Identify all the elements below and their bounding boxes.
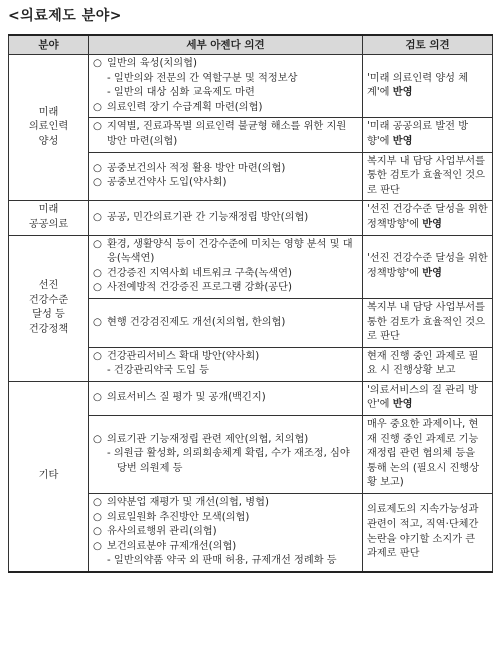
agenda-item-text: 의료서비스 질 평가 및 공개(백긴지): [107, 392, 266, 404]
agenda-sub-item: [93, 447, 358, 476]
header-category: 분야: [9, 35, 89, 55]
agenda-item-text: 일반의 육성(치의협): [107, 58, 197, 69]
agenda-item-text: 유사의료행위 관리(의협): [107, 526, 217, 538]
agenda-sub-item: [93, 86, 358, 101]
review-text: '선진 건강수준 달성을 위한 정책방향'에: [367, 253, 488, 279]
review-emphasis: 반영: [422, 218, 442, 230]
agenda-item: [93, 525, 358, 540]
page-title: <의료제도 분야>: [8, 8, 122, 24]
review-cell: [363, 55, 493, 118]
bullet-icon: ○: [93, 282, 102, 294]
agenda-cell: [89, 201, 363, 235]
agenda-item: [93, 57, 358, 72]
agenda-sub-item: [93, 72, 358, 87]
agenda-sub-text: 일반의 대상 심화 교육제도 마련: [113, 87, 255, 99]
dash-icon: -: [107, 87, 114, 99]
agenda-sub-text: 의원급 활성화, 의뢰회송체계 확립, 수가 재조정, 심야 당번 의원제 등: [113, 448, 350, 474]
category-label: 공공의료: [28, 218, 69, 230]
bullet-icon: ○: [93, 392, 102, 404]
agenda-item: [93, 238, 358, 267]
header-agenda: 세부 아젠다 의견: [89, 35, 363, 55]
agenda-item-text: 환경, 생활양식 등이 건강수준에 미치는 영향 분석 및 대응(녹색연): [107, 238, 353, 265]
agenda-item-text: 의료인력 장기 수급계획 마련(의협): [107, 101, 263, 113]
review-cell: [363, 201, 493, 235]
category-label: 달성 등: [32, 309, 65, 321]
dash-icon: -: [107, 365, 114, 377]
review-emphasis: 반영: [392, 399, 413, 411]
dash-icon: -: [107, 555, 114, 567]
agenda-item-text: 건강관리서비스 확대 방안(약사회): [107, 350, 260, 362]
agenda-item: [93, 350, 358, 365]
agenda-cell: [89, 347, 363, 381]
table-row: [9, 55, 493, 118]
category-label: 선진: [38, 280, 59, 292]
review-emphasis: 반영: [422, 267, 442, 279]
review-text: 매우 중요한 과제이나, 현재 진행 중인 과제로 기능재정립 관련 협의체 등을 통해 논의 (필요시 진행상황 보고): [367, 419, 480, 489]
table-header-row: [9, 35, 493, 55]
bullet-icon: ○: [93, 267, 102, 279]
bullet-icon: ○: [93, 526, 102, 538]
agenda-item: [93, 101, 358, 116]
category-label: 건강정책: [28, 323, 69, 335]
agenda-cell: [89, 55, 363, 118]
agenda-item: [93, 211, 358, 226]
table-body: [9, 55, 493, 573]
agenda-item: [93, 162, 358, 177]
agenda-cell: [89, 235, 363, 298]
category-cell: [9, 201, 89, 235]
review-cell: [363, 118, 493, 152]
agenda-cell: [89, 152, 363, 201]
agenda-item: [93, 496, 358, 511]
agenda-item-text: 공중보건의사 적정 활용 방안 마련(의협): [107, 162, 286, 174]
agenda-item: [93, 267, 358, 282]
bullet-icon: ○: [93, 316, 102, 328]
agenda-cell: [89, 118, 363, 152]
bullet-icon: ○: [93, 433, 102, 445]
agenda-item-text: 공공, 민간의료기관 간 기능재정립 방안(의협): [107, 211, 309, 223]
category-label: 의료인력: [28, 121, 69, 133]
category-cell: [9, 55, 89, 201]
agenda-item-text: 보건의료분야 규제개선(의협): [107, 540, 237, 552]
agenda-sub-item: [93, 554, 358, 569]
agenda-item: [93, 511, 358, 526]
category-label: 미래: [38, 204, 59, 216]
review-cell: [363, 381, 493, 415]
category-cell: [9, 381, 89, 572]
bullet-icon: ○: [93, 350, 102, 362]
agenda-item-text: 의약분업 재평가 및 개선(의협, 병협): [107, 497, 269, 509]
agenda-sub-item: [93, 364, 358, 379]
review-text: '선진 건강수준 달성을 위한 정책방향'에: [367, 204, 488, 230]
review-text: 복지부 내 담당 사업부서를 통한 검토가 효율적인 것으로 판단: [367, 301, 485, 343]
agenda-item-text: 공중보건약사 도입(약사회): [107, 177, 227, 189]
review-emphasis: 반영: [392, 135, 413, 147]
agenda-item: [93, 433, 358, 448]
review-cell: [363, 416, 493, 494]
table-row: [9, 235, 493, 298]
bullet-icon: ○: [93, 238, 102, 250]
review-text: '미래 의료인력 양성 체계'에: [367, 72, 469, 99]
bullet-icon: ○: [93, 162, 102, 174]
category-cell: [9, 235, 89, 381]
agenda-cell: [89, 494, 363, 572]
bullet-icon: ○: [93, 540, 102, 552]
agenda-cell: [89, 416, 363, 494]
review-cell: [363, 152, 493, 201]
review-text: '의료서비스의 질 관리 방안'에: [367, 384, 478, 411]
agenda-sub-text: 일반의약품 약국 외 판매 허용, 규제개선 정례화 등: [113, 555, 337, 567]
agenda-cell: [89, 381, 363, 415]
dash-icon: -: [107, 72, 114, 84]
bullet-icon: ○: [93, 58, 102, 69]
bullet-icon: ○: [93, 121, 102, 133]
agenda-item: [93, 391, 358, 406]
agenda-item: [93, 176, 358, 191]
agenda-item-text: 건강증진 지역사회 네트워크 구축(녹색연): [107, 267, 292, 279]
agenda-sub-text: 일반의와 전문의 간 역할구분 및 적정보상: [113, 72, 298, 84]
bullet-icon: ○: [93, 101, 102, 113]
review-text: 복지부 내 담당 사업부서를 통한 검토가 효율적인 것으로 판단: [367, 155, 485, 196]
agenda-item-text: 지역별, 진료과목별 의료인력 불균형 해소를 위한 지원 방안 마련(의협): [107, 121, 347, 147]
agenda-cell: [89, 298, 363, 347]
agenda-item-text: 의료기관 기능재정립 관련 제안(의협, 치의협): [107, 433, 309, 445]
category-label: 미래: [38, 106, 59, 118]
agenda-item: [93, 120, 358, 149]
table-row: [9, 381, 493, 415]
review-text: 현재 진행 중인 과제로 필요 시 진행상황 보고: [367, 350, 479, 377]
agenda-item: [93, 316, 358, 331]
review-text: 의료제도의 지속가능성과 관련이 적고, 직역·단체간 논란을 야기할 소지가 큰 과제로 판단: [367, 504, 479, 560]
bullet-icon: ○: [93, 511, 102, 523]
review-emphasis: 반영: [392, 87, 413, 99]
review-cell: [363, 347, 493, 381]
agenda-item: [93, 281, 358, 296]
bullet-icon: ○: [93, 177, 102, 189]
category-label: 양성: [38, 135, 59, 147]
review-cell: [363, 235, 493, 298]
review-cell: [363, 494, 493, 572]
review-text: '미래 공공의료 발전 방향'에: [367, 121, 469, 147]
dash-icon: -: [107, 448, 114, 460]
bullet-icon: ○: [93, 497, 102, 509]
category-label: 기타: [38, 470, 59, 482]
bullet-icon: ○: [93, 211, 102, 223]
agenda-sub-text: 건강관리약국 도입 등: [113, 365, 209, 377]
agenda-item-text: 사전예방적 건강증진 프로그램 강화(공단): [107, 282, 292, 294]
header-review: 검토 의견: [363, 35, 493, 55]
agenda-item-text: 현행 건강검진제도 개선(치의협, 한의협): [107, 316, 286, 328]
review-cell: [363, 298, 493, 347]
table-row: [9, 201, 493, 235]
agenda-item: [93, 540, 358, 555]
agenda-item-text: 의료일원화 추진방안 모색(의협): [107, 511, 250, 523]
category-label: 건강수준: [28, 294, 69, 306]
agenda-table: [8, 34, 493, 573]
